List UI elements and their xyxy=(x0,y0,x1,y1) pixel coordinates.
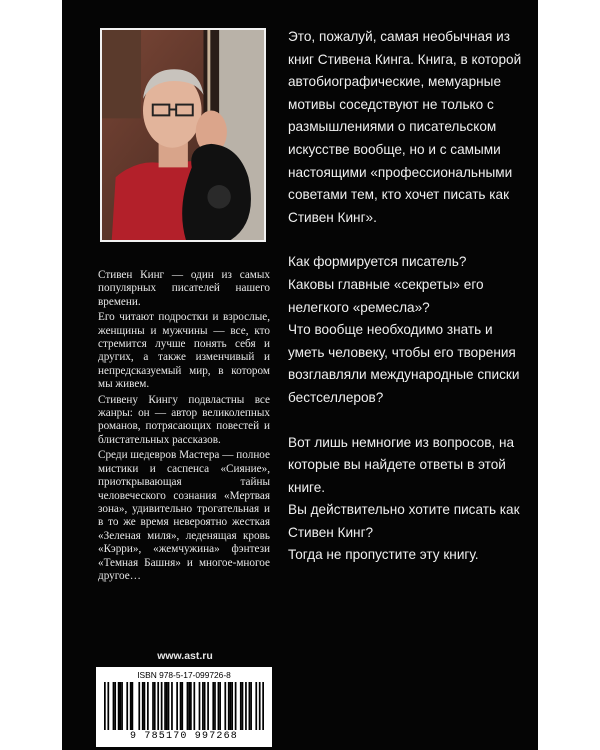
bio-paragraph: Стивену Кингу подвластны все жанры: он — автор великолепных романов, потрясающих повестей и блистательных рассказов. xyxy=(98,393,270,446)
description-outro: Вы действительно хотите писать как Стивен Кинг? xyxy=(288,502,520,540)
bio-paragraph: Среди шедевров Мастера — полное мистики и саспенса «Сияние», приоткрывающая тайны человеческого сознания «Мертвая зона», удивительно трогательная и в то же время невероятно жесткая «Зеленая миля», леденящая кровь «Кэрри», «жемчужина» фэнтези «Темная Башня» и многое-многое другое… xyxy=(98,449,270,582)
description-question: Как формируется писатель? xyxy=(288,254,467,270)
book-description xyxy=(288,26,526,567)
book-back-cover xyxy=(62,0,538,750)
isbn-barcode xyxy=(96,667,272,747)
description-question: Что вообще необходимо знать и уметь человеку, чтобы его творения возглавляли международные списки бестселлеров? xyxy=(288,322,520,405)
description-outro: Вот лишь немногие из вопросов, на которые вы найдете ответы в этой книге. xyxy=(288,434,515,495)
bio-paragraph: Стивен Кинг — один из самых популярных писателей нашего времени. xyxy=(98,269,270,308)
description-intro: Это, пожалуй, самая необычная из книг Стивена Кинга. Книга, в которой автобиографические, мемуарные мотивы соседствуют не только с размышлениями о писательском искусстве вообще, но и с самыми настоящими «профессиональными советами тем, кто хочет писать как Стивен Кинг». xyxy=(288,29,522,225)
description-outro: Тогда не пропустите эту книгу. xyxy=(288,547,479,563)
publisher-website: www.ast.ru xyxy=(157,650,213,662)
bio-paragraph: Его читают подростки и взрослые, женщины и мужчины — все, кто стремится лучше понять себя и других, а также изменчивый и непредсказуемый мир, в котором мы живем. xyxy=(98,311,270,391)
barcode-bars xyxy=(104,682,264,730)
author-photo xyxy=(100,28,266,242)
description-question: Каковы главные «секреты» его нелегкого «ремесла»? xyxy=(288,276,484,315)
author-bio xyxy=(98,269,270,585)
barcode-digits: 9 785170 997268 xyxy=(129,731,238,742)
author-photo-image xyxy=(102,30,264,240)
isbn-label: ISBN 978-5-17-099726-8 xyxy=(137,670,231,680)
